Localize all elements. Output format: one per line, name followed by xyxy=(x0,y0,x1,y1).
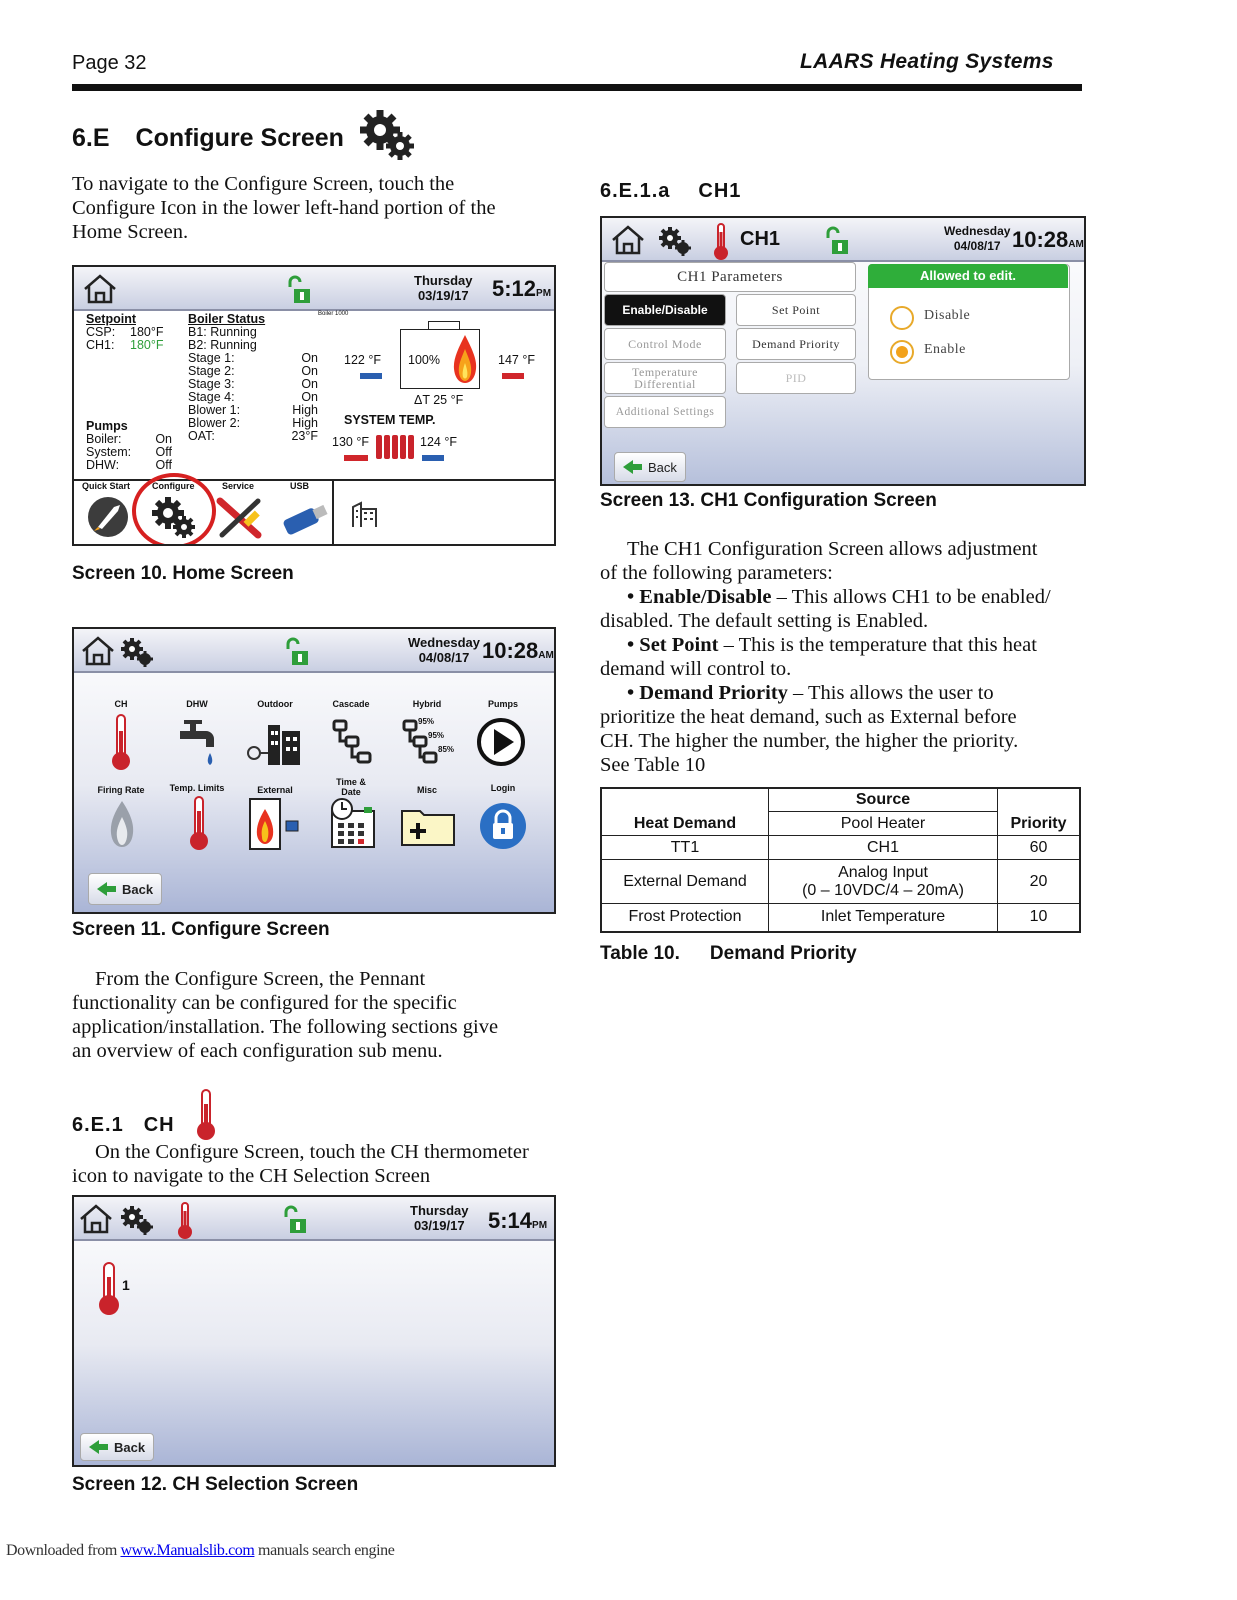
system-supply: 130 °F xyxy=(332,435,369,449)
demand-priority-table xyxy=(600,787,1081,933)
intro-paragraph: To navigate to the Configure Screen, touch the Configure Icon in the lower left-hand portion of the Home Screen. xyxy=(72,173,496,243)
configure-overview-paragraph: From the Configure Screen, the Pennant functionality can be configured for the specific application/installation. The following sections give an overview of each configuration sub menu. xyxy=(72,968,499,1062)
ch1-parameters-header: CH1 Parameters xyxy=(604,262,856,292)
boiler-tag: Boiler 1000 xyxy=(318,311,349,317)
screen12-caption: Screen 12. CH Selection Screen xyxy=(72,1474,359,1495)
outlet-arrow xyxy=(502,373,524,379)
boiler-status-block: Boiler Status B1: Running B2: Running Stage 1: On Stage 2: On Stage 3: On Stage 4: On Blower 1: High Blower 2: High OAT: 23°F xyxy=(188,312,318,443)
clock: 10:28AM xyxy=(482,638,554,663)
tab-separator xyxy=(332,481,334,544)
supply-arrow xyxy=(344,455,368,461)
ch1-configuration-screen xyxy=(600,216,1086,486)
ch-thermometer-icon[interactable] xyxy=(176,1201,194,1241)
screen11-caption: Screen 11. Configure Screen xyxy=(72,919,330,940)
clock: 5:14PM xyxy=(488,1208,548,1233)
dhw-label: DHW xyxy=(186,699,208,709)
external-flame-icon[interactable] xyxy=(248,797,304,851)
allowed-to-edit-banner: Allowed to edit. xyxy=(868,264,1068,288)
temp-limits-thermometer-icon[interactable] xyxy=(188,795,210,853)
enable-disable-button[interactable]: Enable/Disable xyxy=(604,294,726,326)
hybrid-pct-3: 85% xyxy=(438,745,455,754)
outlet-temp: 147 °F xyxy=(498,353,535,367)
status-row: Stage 4: On xyxy=(188,390,318,404)
enable-radio[interactable] xyxy=(890,340,914,364)
disable-label: Disable xyxy=(924,308,971,323)
hybrid-pct-1: 95% xyxy=(418,717,435,726)
clock: 10:28AM xyxy=(1012,227,1084,252)
configure-highlight-circle xyxy=(132,473,216,546)
ch1-thermometer-icon[interactable] xyxy=(96,1261,122,1317)
home-icon[interactable] xyxy=(610,224,646,256)
table-header-priority: Priority xyxy=(998,788,1081,836)
tab-configure[interactable]: Configure xyxy=(152,481,195,491)
page-number: Page 32 xyxy=(72,52,147,74)
inlet-arrow xyxy=(360,373,382,379)
misc-folder-icon[interactable] xyxy=(400,805,456,847)
temperature-differential-button[interactable]: Temperature Differential xyxy=(604,362,726,394)
building-icon[interactable] xyxy=(350,499,380,529)
section-title: Configure Screen xyxy=(135,124,344,152)
ch-thermometer-icon xyxy=(195,1088,217,1142)
ch-selection-screen xyxy=(72,1195,556,1467)
demand-priority-button[interactable]: Demand Priority xyxy=(736,328,856,360)
home-topbar xyxy=(74,267,554,311)
dhw-faucet-icon[interactable] xyxy=(176,717,224,769)
control-mode-button[interactable]: Control Mode xyxy=(604,328,726,360)
inlet-temp: 122 °F xyxy=(344,353,381,367)
day-label: Wednesday 04/08/17 xyxy=(944,224,1011,253)
time-date-calendar-icon[interactable] xyxy=(328,797,378,851)
hybrid-pct-2: 95% xyxy=(428,731,445,740)
login-label: Login xyxy=(490,783,516,793)
ch1-item-label[interactable]: 1 xyxy=(122,1277,130,1293)
tab-divider xyxy=(74,479,554,481)
status-row: Blower 1: High xyxy=(188,403,318,417)
boiler-flue xyxy=(428,321,460,330)
subsection-ch1-heading: 6.E.1.a CH1 xyxy=(600,180,742,202)
rocket-icon[interactable] xyxy=(84,495,132,539)
delta-temp: ΔT 25 °F xyxy=(414,393,464,407)
screen13-caption: Screen 13. CH1 Configuration Screen xyxy=(600,490,937,511)
table-header-source: Source xyxy=(769,788,998,812)
system-return: 124 °F xyxy=(420,435,457,449)
back-button[interactable]: Back xyxy=(614,452,686,482)
unlocked-icon[interactable] xyxy=(284,637,310,667)
firing-rate-label: Firing Rate xyxy=(97,785,145,795)
table-row: TT1 CH1 60 xyxy=(601,836,1080,860)
service-tools-icon[interactable] xyxy=(214,495,266,541)
section-heading xyxy=(72,124,344,153)
cascade-icon[interactable] xyxy=(330,717,376,769)
tab-quick-start[interactable]: Quick Start xyxy=(82,481,131,491)
setpoint-block: Setpoint CSP: 180°F CH1: 180°F xyxy=(86,312,164,352)
day-label: Wednesday 04/08/17 xyxy=(408,635,481,665)
return-arrow xyxy=(422,455,444,461)
configure-screen xyxy=(72,627,556,914)
hybrid-label: Hybrid xyxy=(412,699,442,709)
back-button[interactable]: Back xyxy=(88,873,162,905)
clock: 5:12PM xyxy=(492,276,552,301)
outdoor-building-icon[interactable] xyxy=(246,717,306,769)
download-footer: Downloaded from www.Manualslib.com manuals search engine xyxy=(6,1542,395,1559)
brand-title: LAARS Heating Systems xyxy=(800,50,1054,73)
back-arrow-icon xyxy=(623,460,633,474)
back-button[interactable]: Back xyxy=(80,1433,154,1461)
external-label: External xyxy=(257,785,293,795)
login-lock-icon[interactable] xyxy=(478,801,528,851)
misc-label: Misc xyxy=(416,785,437,795)
gear-icon[interactable] xyxy=(656,224,694,258)
firing-rate-flame-icon[interactable] xyxy=(108,799,136,849)
unlocked-icon[interactable] xyxy=(282,1205,308,1235)
ch-thermometer-icon[interactable] xyxy=(712,222,730,262)
screen10-caption: Screen 10. Home Screen xyxy=(72,563,294,584)
home-icon[interactable] xyxy=(82,273,118,305)
system-temp-label: SYSTEM TEMP. xyxy=(344,413,436,427)
gear-icon[interactable] xyxy=(118,1203,156,1237)
set-point-button[interactable]: Set Point xyxy=(736,294,856,326)
ch-thermometer-icon[interactable] xyxy=(110,713,132,773)
status-row: OAT: 23°F xyxy=(188,429,318,443)
pumps-label: Pumps xyxy=(487,699,518,709)
unlocked-icon[interactable] xyxy=(286,275,312,305)
manualslib-link[interactable]: www.Manualslib.com xyxy=(120,1542,255,1559)
day-label: Thursday 03/19/17 xyxy=(414,273,473,303)
tab-service[interactable]: Service xyxy=(222,481,255,491)
subsection-ch-paragraph: On the Configure Screen, touch the CH thermometer icon to navigate to the CH Selection Screen xyxy=(72,1141,529,1187)
unlocked-icon[interactable] xyxy=(824,226,850,256)
ch-label: CH xyxy=(114,699,128,709)
home-icon[interactable] xyxy=(80,635,116,667)
ch1-description: The CH1 Configuration Screen allows adjustment of the following parameters: • Enable/Disable – This allows CH1 to be enabled/ disabled. The default setting is Enabled. • Set Point – This is the temperature that this heat demand will control to. • Demand Priority – This allows the user to prioritize the heat demand, such as External before CH. The higher the number, the higher the priority. See Table 10 xyxy=(600,538,1051,776)
temp-limits-label: Temp. Limits xyxy=(169,783,225,793)
pumps-block: Pumps Boiler: On System: Off DHW: Off xyxy=(86,419,172,472)
status-row: B2: Running xyxy=(188,338,257,352)
status-row: Blower 2: High xyxy=(188,416,318,430)
status-row: Stage 3: On xyxy=(188,377,318,391)
pumps-play-icon[interactable] xyxy=(476,717,526,767)
section-number: 6.E xyxy=(72,124,110,152)
enable-label: Enable xyxy=(924,342,966,357)
screen-title: CH1 xyxy=(740,228,781,250)
day-label: Thursday 03/19/17 xyxy=(410,1203,469,1233)
flame-icon xyxy=(452,333,478,385)
table-header-source-sub: Pool Heater xyxy=(769,812,998,836)
gear-icon[interactable] xyxy=(118,635,156,669)
table10-caption: Table 10. Demand Priority xyxy=(600,943,857,964)
status-row: B1: Running xyxy=(188,325,257,339)
status-row: Stage 2: On xyxy=(188,364,318,378)
tab-usb[interactable]: USB xyxy=(290,481,310,491)
table-row: Frost Protection Inlet Temperature 10 xyxy=(601,904,1080,932)
home-screen xyxy=(72,265,556,546)
table-header-heat-demand: Heat Demand xyxy=(601,788,769,836)
back-arrow-icon xyxy=(89,1440,99,1454)
outdoor-label: Outdoor xyxy=(257,699,293,709)
subsection-ch-heading: 6.E.1 CH xyxy=(72,1114,175,1136)
gear-icon xyxy=(358,108,416,162)
back-arrow-icon xyxy=(97,882,107,896)
additional-settings-button[interactable]: Additional Settings xyxy=(604,396,726,428)
header-rule xyxy=(72,84,1082,91)
disable-radio[interactable] xyxy=(890,306,914,330)
cascade-label: Cascade xyxy=(332,699,370,709)
radiator-icon xyxy=(374,431,418,463)
time-date-label: Time & Date xyxy=(336,777,366,797)
pid-button[interactable]: PID xyxy=(736,362,856,394)
fire-percent: 100% xyxy=(408,353,440,367)
status-row: Stage 1: On xyxy=(188,351,318,365)
table-row: External Demand Analog Input (0 – 10VDC/4 – 20mA) 20 xyxy=(601,860,1080,904)
home-icon[interactable] xyxy=(78,1203,114,1235)
usb-icon[interactable] xyxy=(280,499,330,539)
